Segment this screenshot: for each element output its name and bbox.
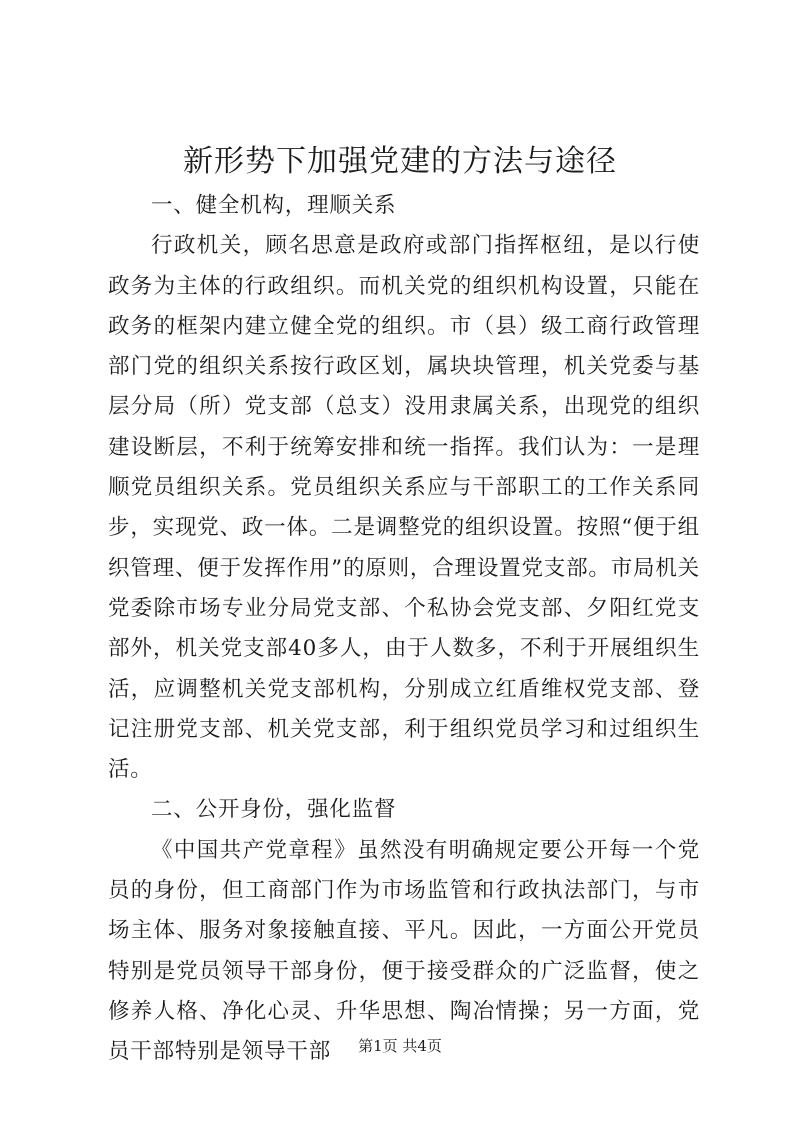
document-body	[108, 186, 700, 1073]
section-1-paragraph-1: 行政机关，顾名思意是政府或部门指挥枢纽，是以行使政务为主体的行政组织。而机关党的组织机构设置，只能在政务的框架内建立健全党的组织。市（县）级工商行政管理部门党的组织关系按行政区划，属块块管理，机关党委与基层分局（所）党支部（总支）没用隶属关系，出现党的组织建设断层，不利于统筹安排和统一指挥。我们认为：一是理顺党员组织关系。党员组织关系应与干部职工的工作关系同步，实现党、政一体。二是调整党的组织设置。按照“便于组织管理、便于发挥作用”的原则，合理设置党支部。市局机关党委除市场专业分局党支部、个私协会党支部、夕阳红党支部外，机关党支部40多人，由于人数多，不利于开展组织生活，应调整机关党支部机构，分别成立红盾维权党支部、登记注册党支部、机关党支部，利于组织党员学习和过组织生活。	[108, 233, 700, 783]
section-heading-2: 二、公开身份，强化监督	[151, 797, 397, 823]
section-2-paragraph-1: 《中国共产党章程》虽然没有明确规定要公开每一个党员的身份，但工商部门作为市场监管和行政执法部门，与市场主体、服务对象接触直接、平凡。因此，一方面公开党员特别是党员领导干部身份，便于接受群众的广泛监督，使之修养人格、净化心灵、升华思想、陶冶情操；另一方面，党员干部特别是领导干部	[108, 837, 700, 1065]
section-heading-1: 一、健全机构，理顺关系	[151, 193, 397, 218]
document-title: 新形势下加强党建的方法与途径	[183, 144, 617, 179]
page-footer: 第1页 共4页	[358, 1037, 442, 1055]
